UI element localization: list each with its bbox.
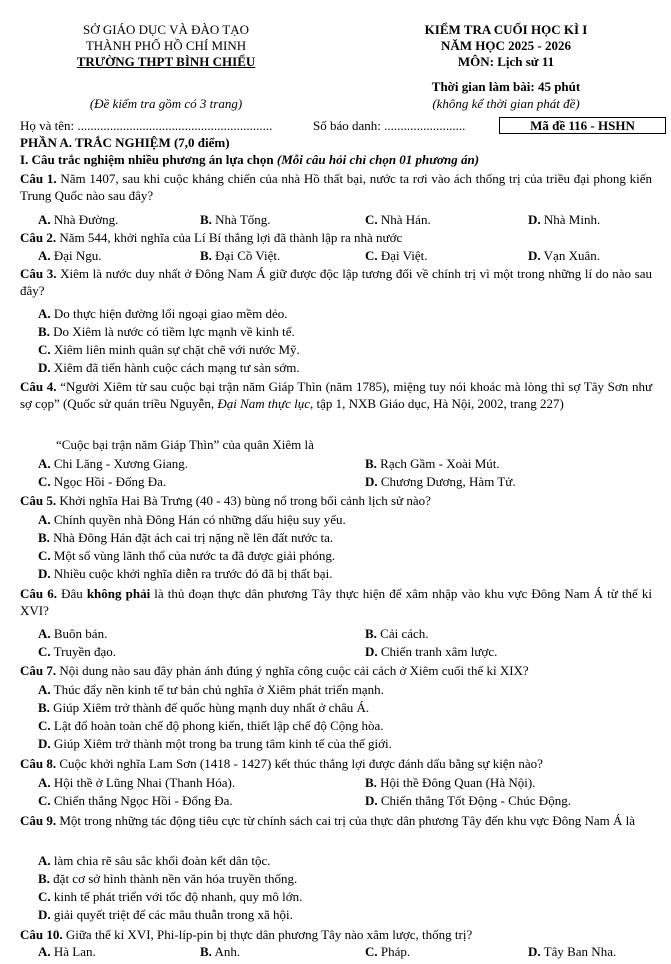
q8-option-c[interactable]: C. Chiến thắng Ngọc Hồi - Đống Đa. bbox=[38, 793, 233, 808]
question-5 bbox=[20, 492, 652, 509]
q8-option-d[interactable]: D. Chiến thắng Tốt Động - Chúc Động. bbox=[365, 793, 571, 808]
q6-option-d[interactable]: D. Chiến tranh xâm lược. bbox=[365, 644, 498, 659]
question-2 bbox=[20, 229, 652, 246]
q7-option-a[interactable]: A. Thúc đẩy nền kinh tế tư bản chủ nghĩa ở Xiêm phát triển mạnh. bbox=[38, 682, 384, 697]
question-6: Câu 6. Đâu không phải là thủ đoạn thực dân phương Tây thực hiện để xâm nhập vào khu vực Đông Nam Á từ thế kỉ XVI? bbox=[20, 586, 653, 618]
question-text: Nội dung nào sau đây phản ánh đúng ý nghĩa công cuộc cải cách ở Xiêm cuối thế kỉ XIX? bbox=[59, 663, 529, 678]
book-title: Đại Nam thực lục bbox=[217, 396, 310, 411]
header-subject: MÔN: Lịch sử 11 bbox=[457, 54, 555, 69]
q4-option-b[interactable]: B. Rạch Gầm - Xoài Mút. bbox=[365, 456, 500, 471]
question-9 bbox=[20, 812, 652, 829]
q5-option-c[interactable]: C. Một số vùng lãnh thổ của nước ta đã được giải phóng. bbox=[38, 548, 336, 563]
header-city: THÀNH PHỐ HỒ CHÍ MINH bbox=[85, 38, 247, 53]
q3-option-b[interactable]: B. Do Xiêm là nước có tiềm lực mạnh về kinh tế. bbox=[38, 324, 295, 339]
q10-option-c[interactable]: C. Pháp. bbox=[365, 944, 411, 959]
section-1-heading bbox=[20, 152, 479, 168]
q8-option-a[interactable]: A. Hội thề ở Lũng Nhai (Thanh Hóa). bbox=[38, 775, 236, 790]
student-name-field: Họ và tên: ............................................................ bbox=[20, 118, 273, 133]
question-4: Câu 4. “Người Xiêm từ sau cuộc bại trận năm Giáp Thìn (năm 1785), miệng tuy nói khoác mà lòng thì sợ Tây Sơn như sợ cọp” (Quốc sử quán triều Nguyễn, Đại Nam thực lục, tập 1, NXB Giáo dục, Hà Nội, 2002, trang 227) bbox=[20, 379, 652, 411]
question-7 bbox=[20, 662, 652, 679]
question-text: Cuộc khởi nghĩa Lam Sơn (1418 - 1427) kết thúc thắng lợi được đánh dấu bằng sự kiện nào? bbox=[59, 756, 543, 771]
part-a-title: PHẦN A. TRẮC NGHIỆM (7,0 điểm) bbox=[20, 135, 230, 150]
question-4-stem: “Cuộc bại trận năm Giáp Thìn” của quân Xiêm là bbox=[56, 437, 314, 452]
question-number: Câu 9. bbox=[20, 813, 57, 828]
header-exam-title: KIỂM TRA CUỐI HỌC KÌ I bbox=[424, 22, 588, 37]
question-number: Câu 2. bbox=[20, 230, 57, 245]
q9-option-a[interactable]: A. làm chia rẽ sâu sắc khối đoàn kết dân tộc. bbox=[38, 853, 271, 868]
q10-option-d[interactable]: D. Tây Ban Nha. bbox=[528, 944, 617, 959]
q9-option-d[interactable]: D. giải quyết triệt để các mâu thuẫn trong xã hội. bbox=[38, 907, 293, 922]
q9-option-c[interactable]: C. kinh tế phát triển với tốc độ nhanh, quy mô lớn. bbox=[38, 889, 303, 904]
question-text: Năm 1407, sau khi cuộc kháng chiến của nhà Hồ thất bại, nước ta rơi vào ách thống trị của triều đại phong kiến Trung Quốc nào sau đây? bbox=[20, 171, 652, 203]
question-text: “Người Xiêm từ sau cuộc bại trận năm Giáp Thìn (năm 1785), miệng tuy nói khoác mà lòng thì sợ Tây Sơn như sợ cọp” (Quốc sử quán triều Nguyễn, bbox=[20, 379, 652, 411]
question-number: Câu 3. bbox=[20, 266, 57, 281]
q1-option-d[interactable]: D. Nhà Minh. bbox=[528, 212, 601, 227]
q3-option-d[interactable]: D. Xiêm đã tiến hành cuộc cách mạng tư sản sớm. bbox=[38, 360, 300, 375]
question-text: Đâu bbox=[61, 586, 87, 601]
q3-option-c[interactable]: C. Xiêm liên minh quân sự chặt chẽ với nước Mỹ. bbox=[38, 342, 300, 357]
question-number: Câu 4. bbox=[20, 379, 57, 394]
header-time: Thời gian làm bài: 45 phút bbox=[431, 79, 581, 94]
question-emphasis: không phải bbox=[86, 586, 151, 601]
q5-option-a[interactable]: A. Chính quyền nhà Đông Hán có những dấu hiệu suy yếu. bbox=[38, 512, 346, 527]
header-pages-note: (Đề kiểm tra gồm có 3 trang) bbox=[89, 96, 243, 111]
question-text: Xiêm là nước duy nhất ở Đông Nam Á giữ được độc lập tương đối về chính trị vì một trong những lí do nào sau đây? bbox=[20, 266, 652, 298]
q5-option-b[interactable]: B. Nhà Đông Hán đặt ách cai trị nặng nề lên đất nước ta. bbox=[38, 530, 334, 545]
q2-option-c[interactable]: C. Đại Việt. bbox=[365, 248, 428, 263]
question-text: Giữa thế kỉ XVI, Phi-líp-pin bị thực dân phương Tây nào xâm lược, thống trị? bbox=[65, 927, 473, 942]
q6-option-c[interactable]: C. Truyền đạo. bbox=[38, 644, 117, 659]
question-number: Câu 8. bbox=[20, 756, 57, 771]
question-text: Một trong những tác động tiêu cực từ chính sách cai trị của thực dân phương Tây đến khu vực Đông Nam Á là bbox=[59, 813, 636, 828]
section-1-title: I. Câu trắc nghiệm nhiều phương án lựa chọn bbox=[20, 152, 274, 167]
header-school: TRƯỜNG THPT BÌNH CHIỂU bbox=[76, 54, 256, 69]
q4-option-d[interactable]: D. Chương Dương, Hàm Tử. bbox=[365, 474, 516, 489]
q9-option-b[interactable]: B. đặt cơ sở hình thành nền văn hóa truyền thống. bbox=[38, 871, 298, 886]
question-number: Câu 5. bbox=[20, 493, 57, 508]
student-id-field: Số báo danh: ......................... bbox=[313, 118, 466, 133]
q2-option-a[interactable]: A. Đại Ngu. bbox=[38, 248, 102, 263]
question-number: Câu 10. bbox=[20, 927, 63, 942]
q8-option-b[interactable]: B. Hội thề Đông Quan (Hà Nội). bbox=[365, 775, 536, 790]
q10-option-a[interactable]: A. Hà Lan. bbox=[38, 944, 96, 959]
question-3 bbox=[20, 265, 652, 299]
question-number: Câu 7. bbox=[20, 663, 57, 678]
q2-option-b[interactable]: B. Đại Cồ Việt. bbox=[200, 248, 281, 263]
q7-option-d[interactable]: D. Giúp Xiêm trở thành một trong ba trung tâm kinh tế của thế giới. bbox=[38, 736, 392, 751]
q2-option-d[interactable]: D. Vạn Xuân. bbox=[528, 248, 600, 263]
section-1-note: (Mỗi câu hỏi chỉ chọn 01 phương án) bbox=[276, 152, 480, 167]
question-number: Câu 6. bbox=[20, 586, 57, 601]
question-8 bbox=[20, 755, 652, 772]
q10-option-b[interactable]: B. Anh. bbox=[200, 944, 241, 959]
question-number: Câu 1. bbox=[20, 171, 57, 186]
q1-option-c[interactable]: C. Nhà Hán. bbox=[365, 212, 431, 227]
q1-option-b[interactable]: B. Nhà Tống. bbox=[200, 212, 271, 227]
question-10 bbox=[20, 926, 652, 943]
exam-code-box: Mã đề 116 - HSHN bbox=[499, 117, 666, 134]
q5-option-d[interactable]: D. Nhiều cuộc khởi nghĩa diễn ra trước đó đã bị thất bại. bbox=[38, 566, 333, 581]
header-time-note: (không kể thời gian phát đề) bbox=[432, 96, 580, 111]
question-text: Khởi nghĩa Hai Bà Trưng (40 - 43) bùng nổ trong bối cảnh lịch sử nào? bbox=[59, 493, 431, 508]
q7-option-b[interactable]: B. Giúp Xiêm trở thành đế quốc hùng mạnh duy nhất ở châu Á. bbox=[38, 700, 370, 715]
q4-option-c[interactable]: C. Ngọc Hồi - Đống Đa. bbox=[38, 474, 167, 489]
q1-option-a[interactable]: A. Nhà Đường. bbox=[38, 212, 119, 227]
header-dept: SỞ GIÁO DỤC VÀ ĐÀO TẠO bbox=[83, 22, 249, 37]
header-school-year: NĂM HỌC 2025 - 2026 bbox=[441, 38, 571, 53]
question-1 bbox=[20, 170, 652, 204]
q6-option-b[interactable]: B. Cải cách. bbox=[365, 626, 429, 641]
question-text: Năm 544, khởi nghĩa của Lí Bí thắng lợi đã thành lập ra nhà nước bbox=[59, 230, 403, 245]
q4-option-a[interactable]: A. Chi Lăng - Xương Giang. bbox=[38, 456, 189, 471]
q6-option-a[interactable]: A. Buôn bán. bbox=[38, 626, 108, 641]
q7-option-c[interactable]: C. Lật đổ hoàn toàn chế độ phong kiến, thiết lập chế độ Cộng hòa. bbox=[38, 718, 384, 733]
q3-option-a[interactable]: A. Do thực hiện đường lối ngoại giao mềm dẻo. bbox=[38, 306, 288, 321]
